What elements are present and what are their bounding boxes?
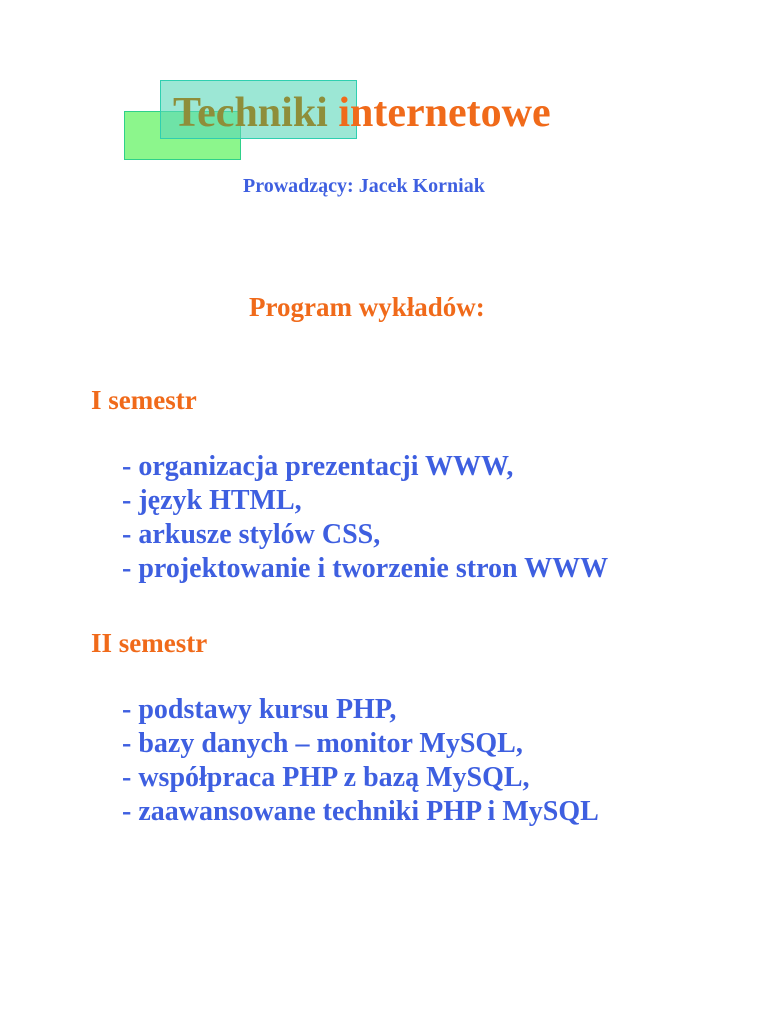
semester-2-heading: II semestr <box>91 628 208 658</box>
list-item: - język HTML, <box>122 485 302 516</box>
page-title-part1: Techniki <box>173 90 328 136</box>
list-item: - organizacja prezentacji WWW, <box>122 451 514 482</box>
semester-1-heading: I semestr <box>91 385 197 415</box>
list-item: - projektowanie i tworzenie stron WWW <box>122 553 609 584</box>
page-title <box>173 88 551 138</box>
semester-1-topic-list <box>122 450 608 586</box>
program-heading: Program wykładów: <box>249 292 485 322</box>
list-item: - arkusze stylów CSS, <box>122 519 381 550</box>
list-item: - bazy danych – monitor MySQL, <box>122 728 523 759</box>
list-item: - zaawansowane techniki PHP i MySQL <box>122 796 599 827</box>
list-item: - współpraca PHP z bazą MySQL, <box>122 762 530 793</box>
list-item: - podstawy kursu PHP, <box>122 694 397 725</box>
page-title-part2: internetowe <box>327 90 551 136</box>
lecturer-line: Prowadzący: Jacek Korniak <box>243 175 485 197</box>
semester-2-topic-list <box>122 693 599 829</box>
